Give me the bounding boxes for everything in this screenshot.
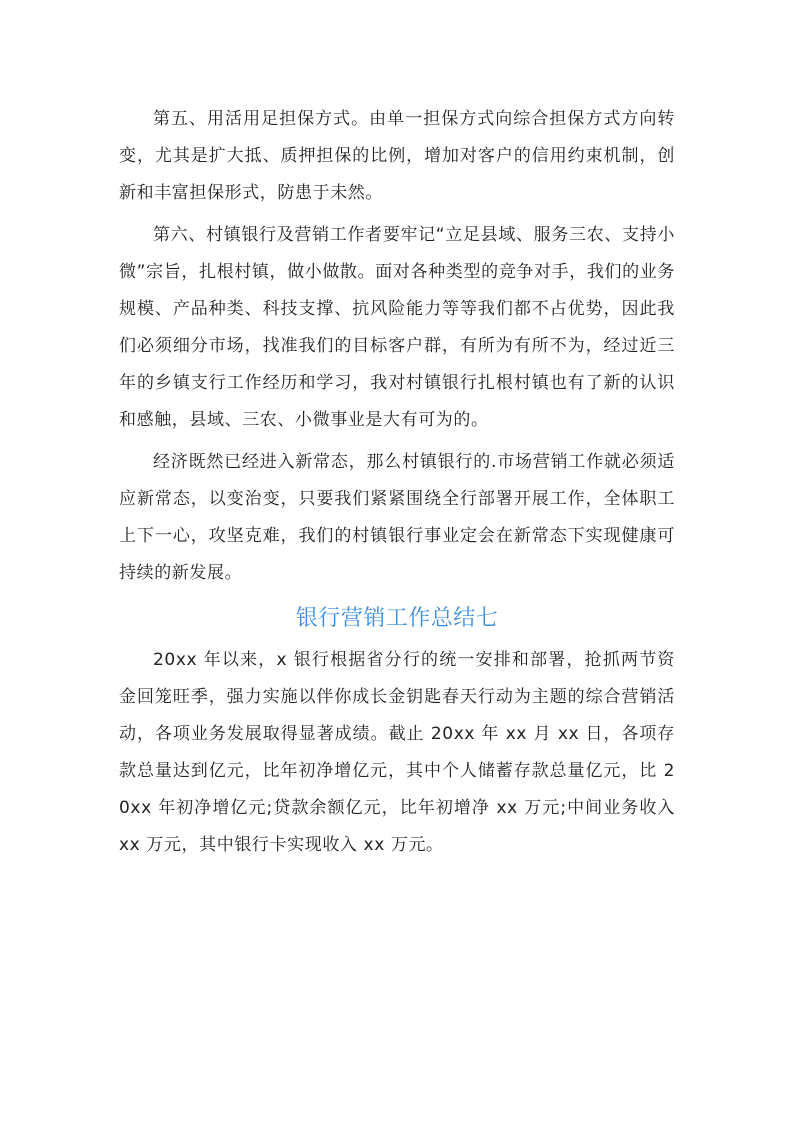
paragraph-summary-seven: 20xx 年以来，x 银行根据省分行的统一安排和部署，抢抓两节资金回笼旺季，强力实施以伴你成长金钥匙春天行动为主题的综合营销活动，各项业务发展取得显著成绩。截止 20xx 年 xx 月 xx 日，各项存款总量达到亿元，比年初净增亿元，其中个人储蓄存款总量亿元，比 20xx 年初净增亿元;贷款余额亿元，比年初增净 xx 万元;中间业务收入 xx 万元，其中银行卡实现收入 xx 万元。: [119, 650, 675, 855]
paragraph-new-normal: 经济既然已经进入新常态，那么村镇银行的.市场营销工作就必须适应新常态，以变治变，只要我们紧紧围绕全行部署开展工作，全体职工上下一心，攻坚克难，我们的村镇银行事业定会在新常态下实现健康可持续的新发展。: [119, 452, 675, 583]
section-title: 银行营销工作总结七: [295, 606, 499, 631]
paragraph-fifth-guarantee: 第五、用活用足担保方式。由单一担保方式向综合担保方式方向转变，尤其是扩大抵、质押担保的比例，增加对客户的信用约束机制，创新和丰富担保形式，防患于未然。: [119, 109, 675, 203]
document-body: [119, 101, 675, 864]
paragraph-sixth-village-bank: 第六、村镇银行及营销工作者要牢记“立足县域、服务三农、支持小微”宗旨，扎根村镇，做小做散。面对各种类型的竞争对手，我们的业务规模、产品种类、科技支撑、抗风险能力等等我们都不占优势，因此我们必须细分市场，找准我们的目标客户群，有所为有所不为，经过近三年的乡镇支行工作经历和学习，我对村镇银行扎根村镇也有了新的认识和感触，县域、三农、小微事业是大有可为的。: [119, 225, 675, 430]
